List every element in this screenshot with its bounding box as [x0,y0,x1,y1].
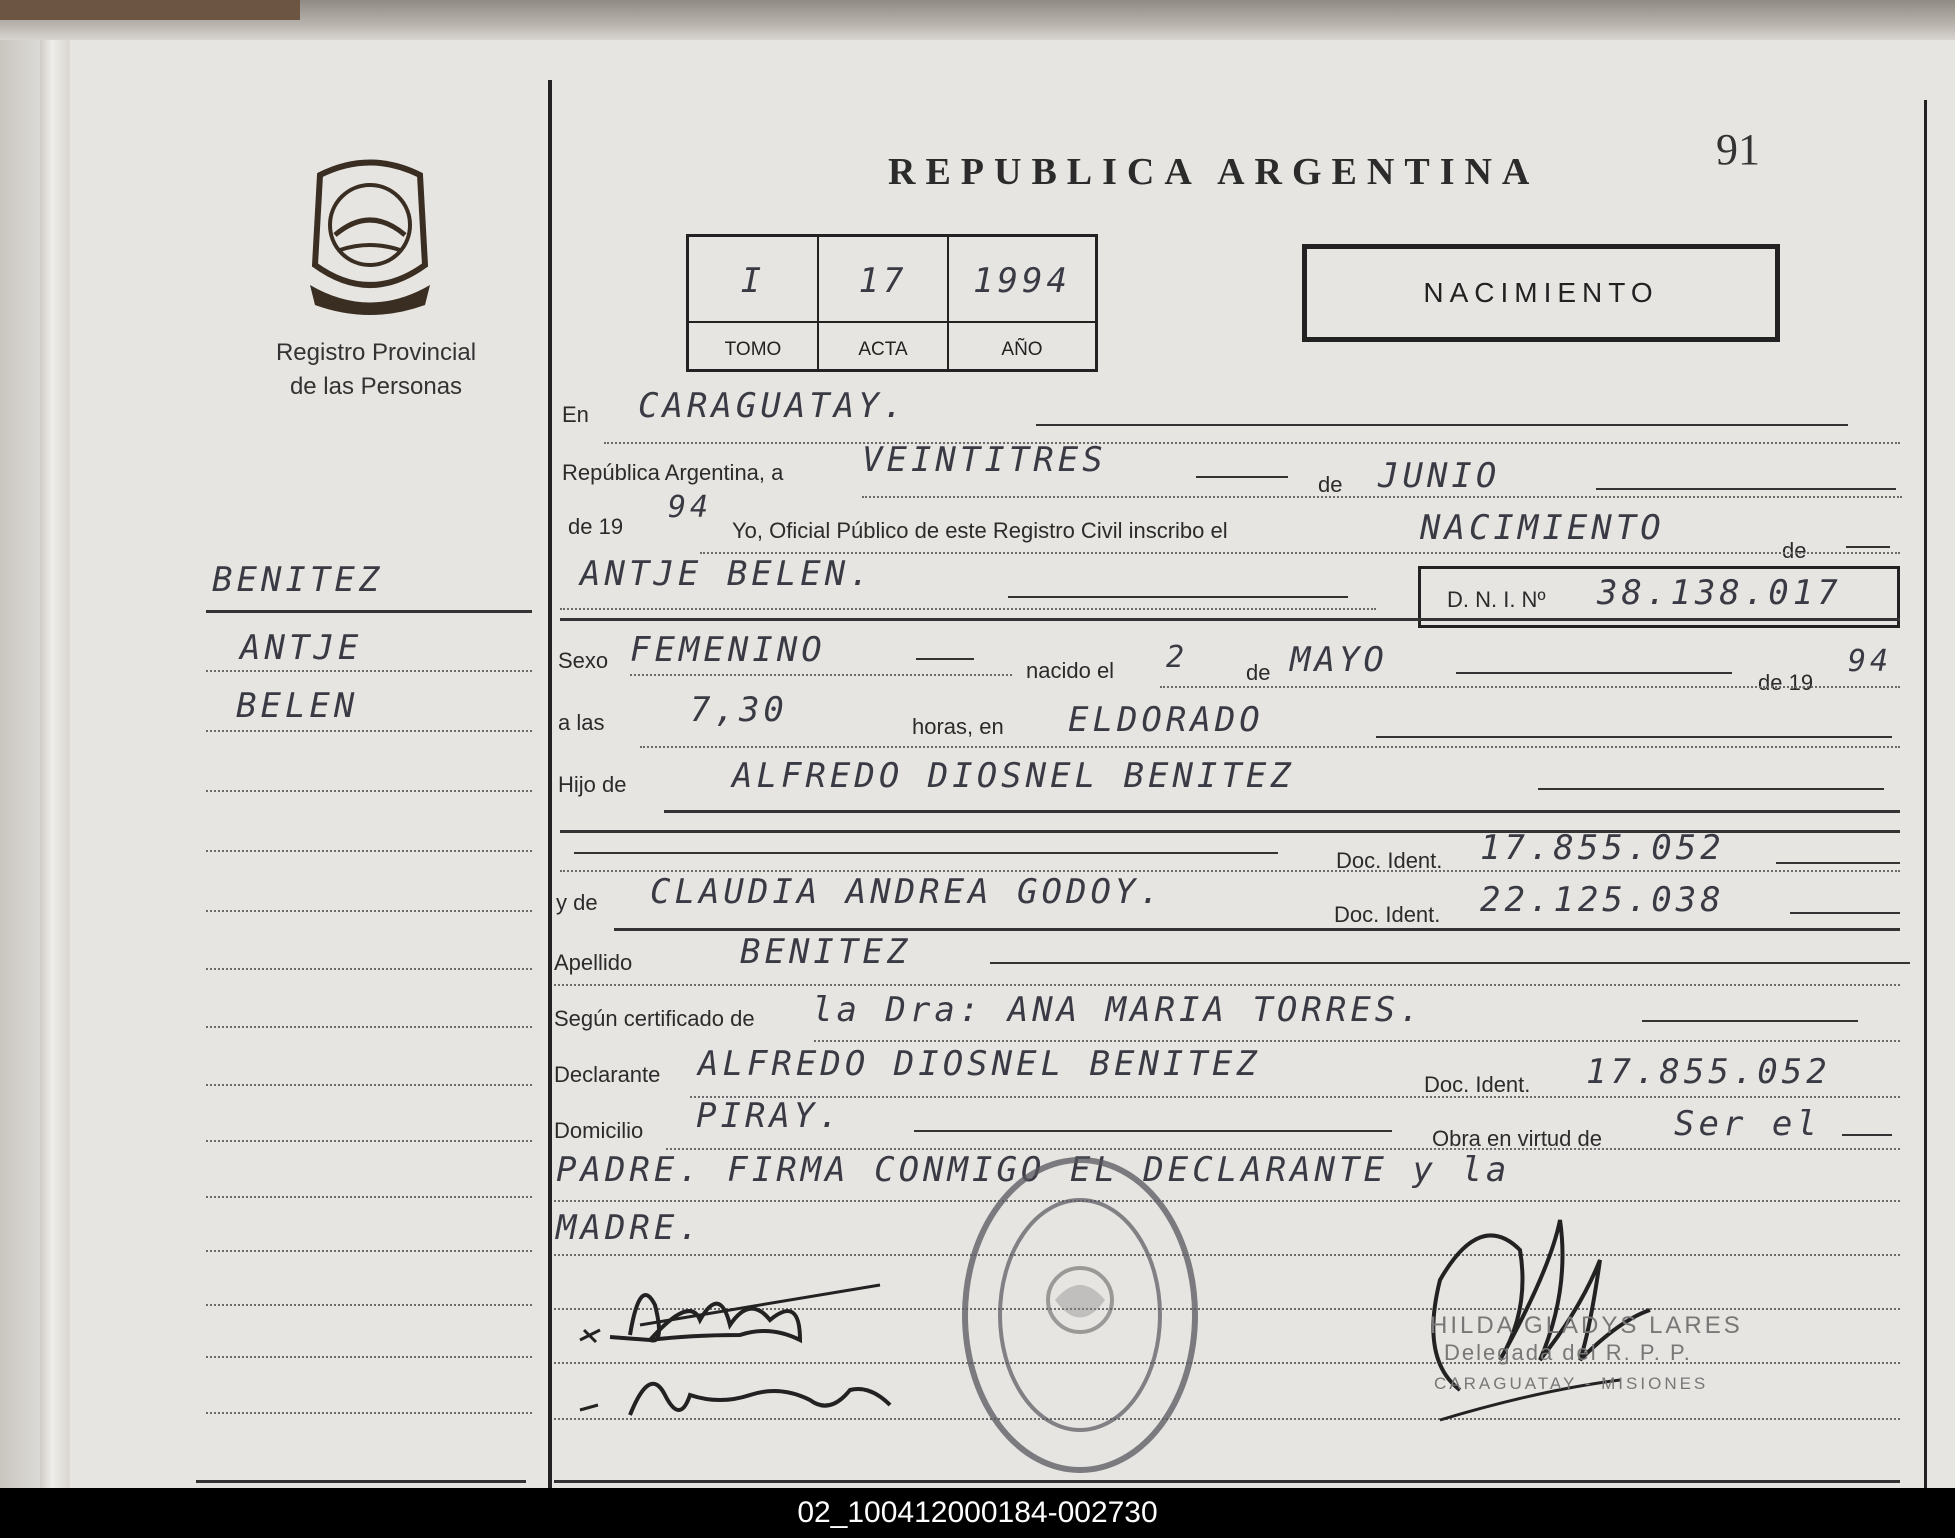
record-number-box [686,234,1098,372]
declarante-value: ALFREDO DIOSNEL BENITEZ [698,1044,1261,1084]
acta-label: ACTA [858,339,908,360]
month-value: JUNIO [1378,456,1501,496]
acta-value: 17 [858,261,908,301]
declarante-label: Declarante [554,1062,661,1087]
apellido-value: BENITEZ [740,932,912,972]
book-top-edge [0,0,1955,40]
doc-ident-label-mother: Doc. Ident. [1334,902,1441,927]
father-doc: 17.855.052 [1480,828,1725,868]
yo-text: Yo, Oficial Público de este Registro Civil inscribo el [732,518,1228,543]
day-words: VEINTITRES [862,440,1107,480]
domicilio-value: PIRAY. [696,1096,843,1136]
nacido-label: nacido el [1026,658,1115,683]
domicilio-label: Domicilio [554,1118,644,1143]
mother-name: CLAUDIA ANDREA GODOY. [650,872,1164,912]
obra-value: Ser el [1674,1104,1821,1144]
birth-day: 2 [1166,640,1189,675]
official-title: Delegada del R. P. P. [1444,1340,1692,1365]
apellido-label: Apellido [554,950,633,975]
birth-year-suffix: 94 [1848,644,1893,679]
sexo-value: FEMENINO [630,630,826,670]
inscribo-value: NACIMIENTO [1420,508,1665,548]
hijo-label: Hijo de [558,772,627,797]
ano-label: AÑO [1001,339,1043,360]
horas-label: horas, en [912,714,1004,739]
page-number: 91 [1716,125,1760,174]
signature-declarante-icon [570,1265,900,1455]
official-name: HILDA GLADYS LARES [1430,1312,1743,1339]
document-title: REPUBLICA ARGENTINA [888,151,1540,193]
tomo-label: TOMO [724,339,782,360]
birth-month: MAYO [1290,640,1388,680]
certificate-value: la Dra: ANA MARIA TORRES. [812,990,1424,1030]
de19-label: de 19 [568,514,624,539]
remarks-line1: PADRE. FIRMA CONMIGO EL DECLARANTE y la [556,1150,1511,1190]
registry-name [246,336,506,404]
official-place: CARAGUATAY - MISIONES [1434,1374,1709,1393]
acta-cell [819,237,949,369]
segun-label: Según certificado de [554,1006,755,1031]
declarante-doc: 17.855.052 [1586,1052,1831,1092]
scan-id-footer: 02_100412000184-002730 [0,1488,1955,1538]
right-border [1924,100,1927,1488]
margin-given-name-1: ANTJE [240,628,363,668]
registry-stamp-icon [955,1150,1205,1480]
record-type-box: NACIMIENTO [1302,244,1780,342]
registry-name-line1: Registro Provincial [275,339,477,366]
signature-official-icon [1420,1190,1680,1430]
margin-surname: BENITEZ [212,560,384,600]
registry-name-line2: de las Personas [289,373,463,400]
remarks-line2: MADRE. [556,1208,703,1248]
de-label-2: de [1782,538,1807,563]
en-value: CARAGUATAY. [638,386,908,426]
child-name: ANTJE BELEN. [580,554,874,594]
doc-ident-label-father: Doc. Ident. [1336,848,1443,873]
year-suffix: 94 [668,490,713,525]
margin-given-name-2: BELEN [236,686,359,726]
birth-place: ELDORADO [1068,700,1264,740]
provincial-seal-icon [300,155,440,315]
margin-divider [548,80,552,1488]
tomo-value: I [740,261,766,301]
tomo-cell [689,237,819,369]
dni-label: D. N. I. Nº [1447,587,1546,612]
hour-value: 7,30 [690,690,788,730]
doc-ident-label-declarante: Doc. Ident. [1424,1072,1531,1097]
ano-cell [949,237,1095,369]
de-label-3: de [1246,660,1271,685]
father-name: ALFREDO DIOSNEL BENITEZ [732,756,1295,796]
sexo-label: Sexo [558,648,609,673]
obra-label: Obra en virtud de [1432,1126,1602,1151]
de19-label-2: de 19 [1758,670,1814,695]
en-label: En [562,402,589,427]
dni-value: 38.138.017 [1597,573,1842,613]
ano-value: 1994 [973,261,1071,301]
alas-label: a las [558,710,605,735]
yde-label: y de [556,890,598,915]
mother-doc: 22.125.038 [1480,880,1725,920]
de-label-1: de [1318,472,1343,497]
binding-fold [40,40,70,1488]
republica-label: República Argentina, a [562,460,784,485]
